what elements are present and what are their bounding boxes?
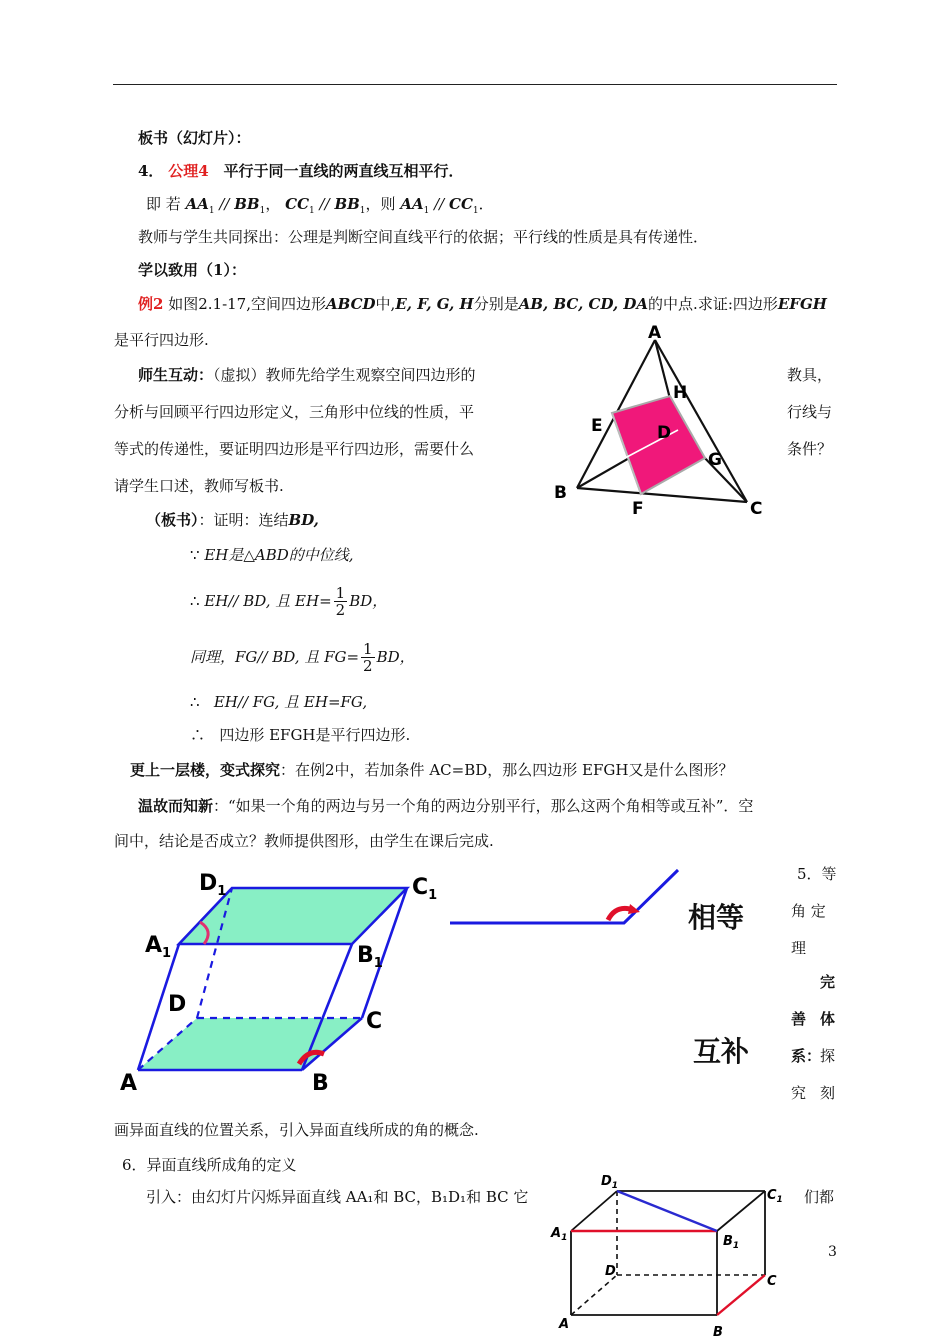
board-title: 板书（幻灯片）： <box>138 129 251 147</box>
label-sub: 1 <box>611 1181 619 1191</box>
label-A: A <box>648 323 662 343</box>
label-B1 <box>357 943 383 971</box>
label-A1 <box>550 1226 567 1243</box>
label-F: F <box>632 499 644 519</box>
sym-sub: 1 <box>208 206 215 216</box>
example-line <box>138 294 827 314</box>
interaction-right-1: 教具， <box>787 366 833 384</box>
therefore-symbol: ∴ <box>190 592 200 610</box>
sym-part: AA <box>400 195 424 213</box>
therefore-symbol: ∴ <box>190 726 206 744</box>
proof-step-1 <box>190 545 354 565</box>
intro-right: 们都 <box>804 1188 835 1206</box>
apply-title: 学以致用（1）： <box>138 261 246 279</box>
section-6-title: 6．异面直线所成角的定义 <box>122 1156 297 1174</box>
sym-part: AA <box>185 195 209 213</box>
sym-part: CC <box>285 195 310 213</box>
proof-head-bd: BD, <box>288 511 319 529</box>
sym-part: BB <box>334 195 360 213</box>
side-col-r4: 完 <box>820 973 836 991</box>
label-D: D <box>605 1264 616 1279</box>
label-sub: 1 <box>732 1241 740 1251</box>
label-D1 <box>199 871 226 899</box>
example-text: AB, BC, CD, DA <box>518 295 649 313</box>
label-B1 <box>723 1234 739 1251</box>
label-text: A <box>551 1226 562 1241</box>
sym-sub: 1 <box>309 206 315 216</box>
sym-part: CC <box>449 195 473 213</box>
interaction-line-3: 等式的传递性，要证明四边形是平行四边形，需要什么 <box>114 440 475 458</box>
axiom-symbolic <box>146 194 494 221</box>
example-line-2: 是平行四边形. <box>114 331 209 349</box>
prism-figure <box>112 868 452 1098</box>
therefore-symbol: ∴ <box>190 693 200 711</box>
example-text: 分别是 <box>473 295 519 313</box>
example-text: 如图2.1-17,空间四边形 <box>168 295 326 313</box>
fraction-numerator: 1 <box>363 639 373 658</box>
axiom-line <box>138 161 463 181</box>
label-C: C <box>366 1009 383 1034</box>
label-sub: 1 <box>217 884 227 899</box>
label-text: D <box>601 1174 612 1189</box>
sym-sub: 1 <box>472 206 479 216</box>
proof-text: EH是△ABD的中位线, <box>204 546 354 564</box>
label-C: C <box>767 1274 777 1289</box>
sym-part: // <box>219 195 230 213</box>
interaction-line-4: 请学生口述，教师写板书. <box>114 477 284 495</box>
side-col-r6a: 系： <box>791 1047 822 1065</box>
proof-head-label: （板书） <box>146 511 199 529</box>
example-text: ABCD <box>326 295 376 313</box>
example-label: 例2 <box>138 295 164 313</box>
interaction-right-3: 条件？ <box>787 440 833 458</box>
interaction-line-2: 分析与回顾平行四边形定义，三角形中位线的性质，平 <box>114 403 475 421</box>
review-label: 温故而知新 <box>138 797 214 815</box>
fraction-denominator: 2 <box>335 600 346 619</box>
example-text: EFGH <box>777 295 827 313</box>
page-number: 3 <box>828 1244 837 1260</box>
proof-head-text: ：证明：连结 <box>198 511 289 529</box>
sym-part: ， <box>265 195 281 213</box>
label-text: D <box>199 871 218 896</box>
fraction-numerator: 1 <box>335 583 346 602</box>
label-E: E <box>591 416 603 436</box>
label-D: D <box>657 423 672 443</box>
label-text: B <box>723 1234 733 1249</box>
sym-part: BB <box>234 195 260 213</box>
side-col-r7a: 究 <box>791 1084 807 1102</box>
cube-figure <box>545 1165 785 1344</box>
variant-label: 更上一层楼，变式探究 <box>130 761 281 779</box>
label-C: C <box>750 499 763 519</box>
label-text: B <box>357 943 374 968</box>
label-G: G <box>708 450 722 470</box>
fraction-denominator: 2 <box>363 656 373 675</box>
fraction-half <box>361 641 375 674</box>
label-B: B <box>312 1071 329 1096</box>
label-A1 <box>145 933 171 961</box>
label-sub: 1 <box>776 1195 783 1205</box>
review-line-2: 间中，结论是否成立？教师提供图形，由学生在课后完成. <box>114 832 494 850</box>
proof-text: BD， <box>349 592 388 610</box>
label-C1 <box>767 1188 783 1205</box>
teacher-explore: 教师与学生共同探出：公理是判断空间直线平行的依据；平行线的性质是具有传递性． <box>138 228 709 246</box>
interaction-right-2: 行线与 <box>787 403 833 421</box>
label-sub: 1 <box>162 946 172 961</box>
proof-text: 四边形 EFGH是平行四边形. <box>219 726 411 744</box>
review-text: ：“如果一个角的两边与另一个角的两边分别平行，那么这两个角相等或互补”．空 <box>213 797 754 815</box>
equal-angle-figure <box>448 866 688 936</box>
review-line <box>138 796 753 816</box>
label-A: A <box>120 1071 138 1096</box>
side-col-r5a: 善 <box>791 1010 807 1028</box>
variant-text: ：在例2中，若加条件 AC=BD，那么四边形 EFGH又是什么图形？ <box>280 761 734 779</box>
example-text: 中, <box>375 295 396 313</box>
proof-text: BD， <box>376 648 415 666</box>
label-text: C <box>767 1188 777 1203</box>
sym-part: // <box>434 195 445 213</box>
proof-step-3 <box>190 639 415 675</box>
label-C1 <box>412 875 437 903</box>
proof-step-5 <box>190 725 410 745</box>
label-A: A <box>559 1317 570 1332</box>
label-sub: 1 <box>373 956 383 971</box>
equal-label: 相等 <box>688 901 745 934</box>
proof-head <box>146 510 319 530</box>
side-col-r2: 角 定 <box>791 902 826 920</box>
axiom-name: 公理4 <box>168 162 209 180</box>
label-D: D <box>168 992 187 1017</box>
sym-sub: 1 <box>423 206 430 216</box>
after-figure-text: 画异面直线的位置关系，引入异面直线所成的角的概念. <box>114 1121 479 1139</box>
label-B: B <box>713 1325 723 1340</box>
sym-part: ． <box>478 195 494 213</box>
label-D1 <box>601 1174 618 1191</box>
header-rule <box>113 84 837 85</box>
proof-text: EH// BD, 且 EH= <box>204 592 332 610</box>
example-text: 的中点.求证:四边形 <box>648 295 778 313</box>
proof-text: 同理，FG// BD, 且 FG= <box>190 648 360 666</box>
sym-sub: 1 <box>359 206 366 216</box>
interaction-line-1 <box>138 365 476 385</box>
side-col-r3: 理 <box>791 939 807 957</box>
side-col-r1: 5．等 <box>797 865 837 883</box>
side-col-r5b: 体 <box>820 1010 836 1028</box>
proof-step-4 <box>190 692 367 712</box>
interaction-label: 师生互动： <box>138 366 214 384</box>
because-symbol: ∵ <box>190 546 200 564</box>
proof-text: EH// FG, 且 EH=FG, <box>213 693 368 711</box>
axiom-text: 平行于同一直线的两直线互相平行． <box>223 162 464 180</box>
sym-sub: 1 <box>259 206 266 216</box>
label-text: A <box>145 933 163 958</box>
label-text: C <box>412 875 429 900</box>
sym-part: 即 若 <box>146 195 181 213</box>
label-H: H <box>673 383 688 403</box>
intro-text: 引入：由幻灯片闪烁异面直线 AA₁和 BC，B₁D₁和 BC 它 <box>146 1188 529 1206</box>
sym-part: ，则 <box>365 195 396 213</box>
proof-step-2 <box>190 583 387 619</box>
example-text: E, F, G, H <box>395 295 474 313</box>
supplementary-label: 互补 <box>693 1035 750 1068</box>
label-sub: 1 <box>561 1233 568 1243</box>
space-quadrilateral-figure <box>545 318 775 520</box>
label-sub: 1 <box>428 888 438 903</box>
side-col-r7b: 刻 <box>820 1084 836 1102</box>
fraction-half <box>334 585 348 618</box>
label-B: B <box>554 483 567 503</box>
side-col-r6b: 探 <box>820 1047 836 1065</box>
sym-part: // <box>319 195 330 213</box>
interaction-text: （虚拟）教师先给学生观察空间四边形的 <box>213 366 476 384</box>
axiom-number: 4． <box>138 162 164 180</box>
variant-line <box>130 760 733 780</box>
